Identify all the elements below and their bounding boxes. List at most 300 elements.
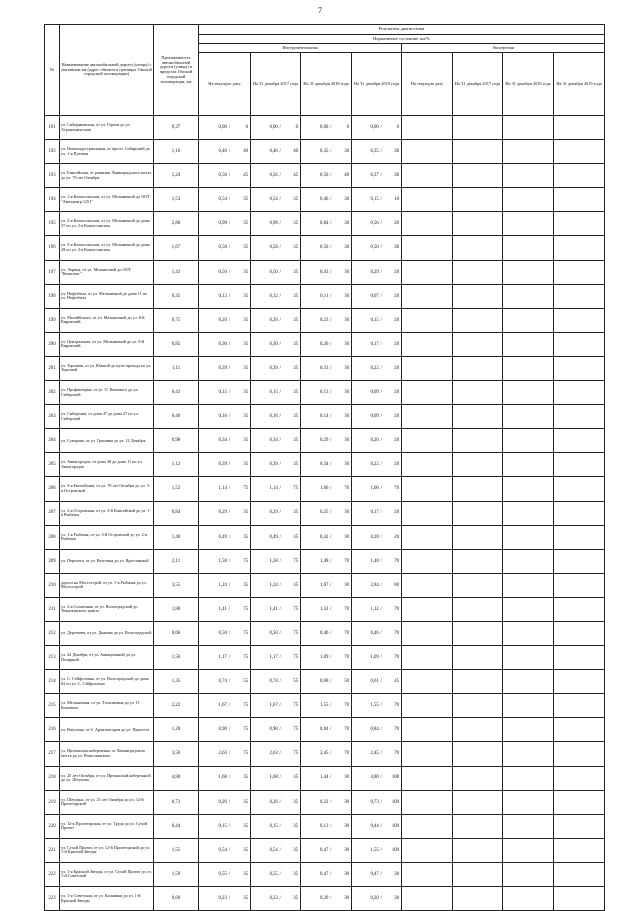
instrumental-value bbox=[251, 501, 301, 525]
value-separator: / bbox=[380, 679, 382, 685]
value-percent: 35 bbox=[243, 269, 248, 275]
instrumental-value bbox=[301, 356, 352, 380]
road-length: 1,52 bbox=[154, 477, 199, 501]
expert-value bbox=[453, 525, 503, 549]
expert-value bbox=[453, 694, 503, 718]
expert-value bbox=[402, 597, 453, 621]
value-km: 0,56 bbox=[269, 173, 278, 179]
value-separator: / bbox=[330, 679, 332, 685]
value-separator: / bbox=[228, 486, 231, 492]
value-separator: / bbox=[380, 558, 382, 564]
value-km: 0,23 bbox=[269, 895, 278, 901]
value-separator: / bbox=[380, 173, 382, 179]
table-row bbox=[45, 308, 605, 332]
road-length: 1,56 bbox=[154, 646, 199, 670]
value-km: 1,09 bbox=[319, 655, 329, 661]
value-km: 1,55 bbox=[319, 703, 329, 709]
instrumental-value bbox=[251, 164, 301, 188]
row-number: 203 bbox=[45, 405, 60, 429]
row-number: 216 bbox=[45, 718, 60, 742]
road-length: 1,11 bbox=[154, 356, 199, 380]
row-number: 191 bbox=[45, 116, 60, 140]
value-percent: 20 bbox=[394, 317, 400, 323]
instrumental-value bbox=[199, 356, 251, 380]
header-expert-current: На текущую дату bbox=[402, 53, 453, 116]
expert-value bbox=[554, 670, 605, 694]
value-km: 0,84 bbox=[319, 727, 329, 733]
header-results: Результаты диагностики bbox=[199, 25, 605, 35]
value-separator: / bbox=[330, 341, 332, 347]
value-percent: 70 bbox=[394, 655, 400, 661]
expert-value bbox=[554, 838, 605, 862]
instrumental-value bbox=[352, 236, 402, 260]
instrumental-value bbox=[301, 742, 352, 766]
instrumental-value bbox=[251, 670, 301, 694]
value-km: 4,80 bbox=[370, 775, 379, 781]
instrumental-value bbox=[301, 429, 352, 453]
expert-value bbox=[402, 260, 453, 284]
value-separator: / bbox=[279, 197, 281, 203]
value-separator: / bbox=[330, 124, 332, 130]
value-km: 0,46 bbox=[319, 630, 329, 636]
value-separator: / bbox=[279, 895, 281, 901]
value-percent: 30 bbox=[344, 341, 350, 347]
value-percent: 35 bbox=[293, 871, 299, 877]
expert-value bbox=[554, 694, 605, 718]
value-km: 0,39 bbox=[269, 365, 278, 371]
table-row bbox=[45, 621, 605, 645]
road-name: ул. 25 лет Октября, от ул. Иртышской набережной до ул. Шеулина bbox=[60, 766, 154, 790]
row-number: 206 bbox=[45, 477, 60, 501]
value-km: 0,15 bbox=[370, 317, 379, 323]
value-separator: / bbox=[279, 775, 281, 781]
value-percent: 30 bbox=[394, 245, 400, 251]
value-separator: / bbox=[330, 149, 332, 155]
road-name: ул. Шеулина, от ул. 25 лет Октября до ул. 12-й Пролетарской bbox=[60, 790, 154, 814]
value-percent: 75 bbox=[243, 486, 248, 492]
value-percent: 30 bbox=[394, 871, 400, 877]
road-name: ул. Сибиряковская, от ул. Героев до ул. Агрономическая bbox=[60, 116, 154, 140]
value-percent: 35 bbox=[293, 341, 299, 347]
instrumental-value bbox=[251, 429, 301, 453]
instrumental-value bbox=[251, 862, 301, 886]
expert-value bbox=[554, 718, 605, 742]
road-name: ул. Мельничная, от ул. Талалихина до ул. О. Кошевого bbox=[60, 694, 154, 718]
value-percent: 75 bbox=[293, 727, 299, 733]
road-name: дорога на Мостострой, от ул. 1-я Рыбачья до ул. Мостострой bbox=[60, 573, 154, 597]
value-percent: 75 bbox=[293, 751, 299, 757]
value-percent: 70 bbox=[344, 655, 350, 661]
value-km: 0,46 bbox=[218, 149, 227, 155]
value-km: 0,15 bbox=[269, 823, 278, 829]
table-row bbox=[45, 164, 605, 188]
row-number: 211 bbox=[45, 597, 60, 621]
value-km: 0,26 bbox=[319, 341, 329, 347]
value-km: 1,06 bbox=[370, 486, 379, 492]
value-separator: / bbox=[279, 582, 281, 588]
value-km: 0,55 bbox=[218, 871, 227, 877]
value-percent: 50 bbox=[344, 679, 350, 685]
expert-value bbox=[554, 284, 605, 308]
value-km: 1,67 bbox=[269, 703, 278, 709]
value-km: 0,37 bbox=[370, 173, 379, 179]
value-percent: 35 bbox=[293, 462, 299, 468]
instrumental-value bbox=[199, 308, 251, 332]
value-separator: / bbox=[228, 317, 231, 323]
road-name: ул. 1-я Красной Звезды, от ул. Сухой Проект до ул. 1-й Советской bbox=[60, 862, 154, 886]
table-row bbox=[45, 814, 605, 838]
instrumental-value bbox=[199, 140, 251, 164]
instrumental-value bbox=[301, 766, 352, 790]
value-percent: 75 bbox=[293, 630, 299, 636]
expert-value bbox=[453, 140, 503, 164]
road-length: 0,46 bbox=[154, 405, 199, 429]
value-km: 0,11 bbox=[320, 293, 329, 299]
road-length: 1,24 bbox=[154, 164, 199, 188]
value-percent: 30 bbox=[344, 438, 350, 444]
road-name: ул. С. Сейфуллина, от ул. Волгоградской до дома 62 по ул. С. Сейфуллина bbox=[60, 670, 154, 694]
value-percent: 70 bbox=[344, 486, 350, 492]
value-km: 1,68 bbox=[269, 775, 278, 781]
value-percent: 35 bbox=[243, 582, 248, 588]
value-km: 0,50 bbox=[218, 269, 227, 275]
value-separator: / bbox=[330, 510, 332, 516]
row-number: 221 bbox=[45, 838, 60, 862]
expert-value bbox=[554, 212, 605, 236]
value-separator: / bbox=[380, 510, 382, 516]
expert-value bbox=[554, 862, 605, 886]
value-percent: 30 bbox=[394, 173, 400, 179]
instrumental-value bbox=[251, 284, 301, 308]
expert-value bbox=[503, 766, 554, 790]
instrumental-value bbox=[301, 694, 352, 718]
value-percent: 35 bbox=[293, 823, 299, 829]
instrumental-value bbox=[301, 646, 352, 670]
table-row bbox=[45, 766, 605, 790]
value-percent: 100 bbox=[391, 823, 400, 829]
instrumental-value bbox=[352, 670, 402, 694]
value-km: 0,68 bbox=[319, 679, 329, 685]
road-name: ул. Авиагородок, от дома 38 до дома 11 по ул. Авиагородок bbox=[60, 453, 154, 477]
instrumental-value bbox=[301, 116, 352, 140]
value-km: 1,17 bbox=[269, 655, 278, 661]
instrumental-value bbox=[352, 501, 402, 525]
value-percent: 35 bbox=[243, 341, 248, 347]
value-km: 0,15 bbox=[218, 823, 227, 829]
value-separator: / bbox=[380, 293, 382, 299]
value-percent: 75 bbox=[243, 655, 248, 661]
row-number: 219 bbox=[45, 790, 60, 814]
value-separator: / bbox=[380, 751, 382, 757]
value-percent: 75 bbox=[243, 751, 248, 757]
instrumental-value bbox=[251, 212, 301, 236]
value-separator: / bbox=[279, 727, 281, 733]
expert-value bbox=[453, 453, 503, 477]
expert-value bbox=[402, 525, 453, 549]
value-separator: / bbox=[228, 823, 231, 829]
road-length: 1,43 bbox=[154, 260, 199, 284]
value-percent: 40 bbox=[344, 173, 350, 179]
value-separator: / bbox=[279, 823, 281, 829]
instrumental-value bbox=[352, 212, 402, 236]
value-separator: / bbox=[330, 173, 332, 179]
instrumental-value bbox=[352, 381, 402, 405]
instrumental-value bbox=[301, 549, 352, 573]
value-separator: / bbox=[330, 269, 332, 275]
value-km: 1,24 bbox=[218, 582, 227, 588]
value-separator: / bbox=[228, 438, 231, 444]
value-separator: / bbox=[279, 679, 281, 685]
value-km: 0,16 bbox=[218, 414, 227, 420]
instrumental-value bbox=[352, 260, 402, 284]
value-percent: 20 bbox=[394, 365, 400, 371]
value-percent: 35 bbox=[293, 245, 299, 251]
value-percent: 35 bbox=[243, 293, 248, 299]
value-separator: / bbox=[380, 534, 382, 540]
value-percent: 35 bbox=[293, 414, 299, 420]
instrumental-value bbox=[352, 573, 402, 597]
table-row bbox=[45, 573, 605, 597]
value-percent: 35 bbox=[293, 895, 299, 901]
expert-value bbox=[503, 140, 554, 164]
road-name: ул. Новоиндустриальная, от просп. Сибирский до ул. 1-я Путевая bbox=[60, 140, 154, 164]
expert-value bbox=[402, 332, 453, 356]
value-km: 0,98 bbox=[269, 221, 278, 227]
value-separator: / bbox=[330, 823, 332, 829]
value-separator: / bbox=[228, 847, 231, 853]
value-separator: / bbox=[279, 606, 281, 612]
value-percent: 30 bbox=[344, 799, 350, 805]
header-instr-current: На текущую дату bbox=[199, 53, 251, 116]
value-km: 0,15 bbox=[269, 389, 278, 395]
value-percent: 70 bbox=[394, 606, 400, 612]
value-km: 0,56 bbox=[370, 221, 379, 227]
value-separator: / bbox=[330, 197, 332, 203]
value-km: 0,39 bbox=[218, 462, 227, 468]
value-percent: 30 bbox=[344, 414, 350, 420]
instrumental-value bbox=[301, 212, 352, 236]
road-name: ул. Иртышская набережная, от Ленинградского моста до ул. Ремеслинского bbox=[60, 742, 154, 766]
value-km: 0,22 bbox=[319, 799, 329, 805]
road-name: ул. Дергачева, от ул. Дьякова до ул. Волгоградской bbox=[60, 621, 154, 645]
value-percent: 75 bbox=[243, 727, 248, 733]
road-name: ул. Ватутина, от б. Архитекторов до ул. Перелета bbox=[60, 718, 154, 742]
row-number: 218 bbox=[45, 766, 60, 790]
value-percent: 70 bbox=[394, 486, 400, 492]
value-km: 0,35 bbox=[370, 149, 379, 155]
expert-value bbox=[402, 381, 453, 405]
value-km: 0,26 bbox=[269, 317, 278, 323]
value-percent: 0 bbox=[396, 124, 400, 130]
road-name: ул. Сибирская, от дома 47 до дома 27 по ул. Сиберской bbox=[60, 405, 154, 429]
road-name: ул. Енисейская, от развязки Ленинградского моста до ул. 70 лет Октября bbox=[60, 164, 154, 188]
instrumental-value bbox=[301, 453, 352, 477]
value-percent: 30 bbox=[344, 197, 350, 203]
expert-value bbox=[503, 212, 554, 236]
expert-value bbox=[554, 453, 605, 477]
expert-value bbox=[402, 356, 453, 380]
value-percent: 70 bbox=[344, 630, 350, 636]
value-percent: 40 bbox=[293, 149, 299, 155]
table-row bbox=[45, 405, 605, 429]
instrumental-value bbox=[199, 621, 251, 645]
expert-value bbox=[554, 429, 605, 453]
road-name: ул. 3-я Казахстанская, от ул. Мельничной до дома 28 по ул. 3-я Казахстанская bbox=[60, 236, 154, 260]
value-separator: / bbox=[380, 703, 382, 709]
value-percent: 35 bbox=[293, 510, 299, 516]
expert-value bbox=[503, 694, 554, 718]
expert-value bbox=[503, 718, 554, 742]
value-separator: / bbox=[279, 365, 281, 371]
expert-value bbox=[453, 887, 503, 911]
instrumental-value bbox=[199, 525, 251, 549]
expert-value bbox=[554, 477, 605, 501]
instrumental-value bbox=[251, 549, 301, 573]
road-length: 3,55 bbox=[154, 573, 199, 597]
value-km: 1,09 bbox=[370, 655, 379, 661]
diagnostics-table bbox=[44, 24, 605, 911]
value-separator: / bbox=[228, 510, 231, 516]
expert-value bbox=[554, 356, 605, 380]
table-row bbox=[45, 140, 605, 164]
expert-value bbox=[503, 501, 554, 525]
value-km: 2,45 bbox=[370, 751, 379, 757]
value-km: 1,32 bbox=[319, 606, 329, 612]
expert-value bbox=[453, 116, 503, 140]
header-expert-2017: На 31 декабря 2017 года bbox=[453, 53, 503, 116]
value-separator: / bbox=[279, 799, 281, 805]
value-separator: / bbox=[279, 462, 281, 468]
table-row bbox=[45, 597, 605, 621]
road-name: ул. 1-я Казахстанская, от ул. Мельничной до ООТ "Автоцентр 1251" bbox=[60, 188, 154, 212]
expert-value bbox=[453, 477, 503, 501]
expert-value bbox=[402, 646, 453, 670]
value-percent: 35 bbox=[293, 582, 299, 588]
value-percent: 75 bbox=[293, 703, 299, 709]
instrumental-value bbox=[199, 766, 251, 790]
row-number: 199 bbox=[45, 308, 60, 332]
value-percent: 70 bbox=[344, 751, 350, 757]
expert-value bbox=[453, 742, 503, 766]
value-separator: / bbox=[330, 606, 332, 612]
table-row bbox=[45, 862, 605, 886]
instrumental-value bbox=[251, 477, 301, 501]
expert-value bbox=[554, 405, 605, 429]
value-km: 1,17 bbox=[218, 655, 227, 661]
value-separator: / bbox=[279, 389, 281, 395]
value-km: 0,73 bbox=[370, 799, 379, 805]
instrumental-value bbox=[199, 814, 251, 838]
value-km: 0,23 bbox=[218, 895, 227, 901]
value-km: 0,61 bbox=[370, 679, 379, 685]
value-percent: 35 bbox=[293, 317, 299, 323]
instrumental-value bbox=[251, 140, 301, 164]
expert-value bbox=[554, 742, 605, 766]
value-percent: 70 bbox=[344, 703, 350, 709]
instrumental-value bbox=[301, 164, 352, 188]
expert-value bbox=[554, 814, 605, 838]
instrumental-value bbox=[251, 453, 301, 477]
value-percent: 35 bbox=[293, 775, 299, 781]
instrumental-value bbox=[352, 862, 402, 886]
instrumental-value bbox=[301, 260, 352, 284]
road-length: 2,22 bbox=[154, 694, 199, 718]
value-separator: / bbox=[279, 703, 281, 709]
value-percent: 35 bbox=[293, 269, 299, 275]
expert-value bbox=[402, 501, 453, 525]
instrumental-value bbox=[199, 164, 251, 188]
row-number: 222 bbox=[45, 862, 60, 886]
value-separator: / bbox=[330, 895, 332, 901]
value-km: 0,50 bbox=[319, 245, 329, 251]
value-km: 0,50 bbox=[269, 630, 278, 636]
expert-value bbox=[402, 308, 453, 332]
value-separator: / bbox=[380, 389, 382, 395]
value-percent: 35 bbox=[293, 847, 299, 853]
road-length: 0,85 bbox=[154, 332, 199, 356]
expert-value bbox=[503, 332, 554, 356]
expert-value bbox=[402, 188, 453, 212]
expert-value bbox=[402, 116, 453, 140]
value-km: 0,07 bbox=[370, 293, 379, 299]
value-percent: 75 bbox=[293, 606, 299, 612]
value-separator: / bbox=[279, 558, 281, 564]
value-percent: 70 bbox=[394, 727, 400, 733]
value-percent: 35 bbox=[243, 414, 248, 420]
instrumental-value bbox=[251, 838, 301, 862]
value-separator: / bbox=[279, 149, 281, 155]
expert-value bbox=[554, 260, 605, 284]
table-row bbox=[45, 525, 605, 549]
value-separator: / bbox=[228, 149, 231, 155]
road-name: ул. 2-я Островская, от ул. 3-й Енисейской до ул. 1-я Рыбачья bbox=[60, 501, 154, 525]
value-separator: / bbox=[380, 245, 382, 251]
value-km: 0,50 bbox=[370, 245, 379, 251]
instrumental-value bbox=[251, 573, 301, 597]
expert-value bbox=[453, 621, 503, 645]
instrumental-value bbox=[352, 718, 402, 742]
value-km: 0,84 bbox=[319, 221, 329, 227]
expert-value bbox=[402, 405, 453, 429]
expert-value bbox=[503, 814, 554, 838]
value-separator: / bbox=[228, 389, 231, 395]
header-instr-2018: На 31 декабря 2018 года bbox=[301, 53, 352, 116]
value-km: 0,26 bbox=[218, 799, 227, 805]
value-km: 0,49 bbox=[218, 534, 227, 540]
expert-value bbox=[453, 646, 503, 670]
value-km: 0,49 bbox=[269, 534, 278, 540]
value-percent: 70 bbox=[394, 630, 400, 636]
value-separator: / bbox=[380, 727, 382, 733]
value-percent: 100 bbox=[391, 799, 400, 805]
expert-value bbox=[402, 718, 453, 742]
value-separator: / bbox=[279, 438, 281, 444]
value-percent: 35 bbox=[243, 799, 248, 805]
instrumental-value bbox=[301, 308, 352, 332]
row-number: 207 bbox=[45, 501, 60, 525]
instrumental-value bbox=[301, 790, 352, 814]
road-length: 1,59 bbox=[154, 862, 199, 886]
road-length: 1,40 bbox=[154, 525, 199, 549]
instrumental-value bbox=[352, 742, 402, 766]
instrumental-value bbox=[352, 597, 402, 621]
value-separator: / bbox=[380, 269, 382, 275]
value-separator: / bbox=[279, 751, 281, 757]
value-percent: 35 bbox=[243, 462, 248, 468]
road-length: 0,44 bbox=[154, 814, 199, 838]
table-row bbox=[45, 477, 605, 501]
value-percent: 0 bbox=[295, 124, 299, 130]
